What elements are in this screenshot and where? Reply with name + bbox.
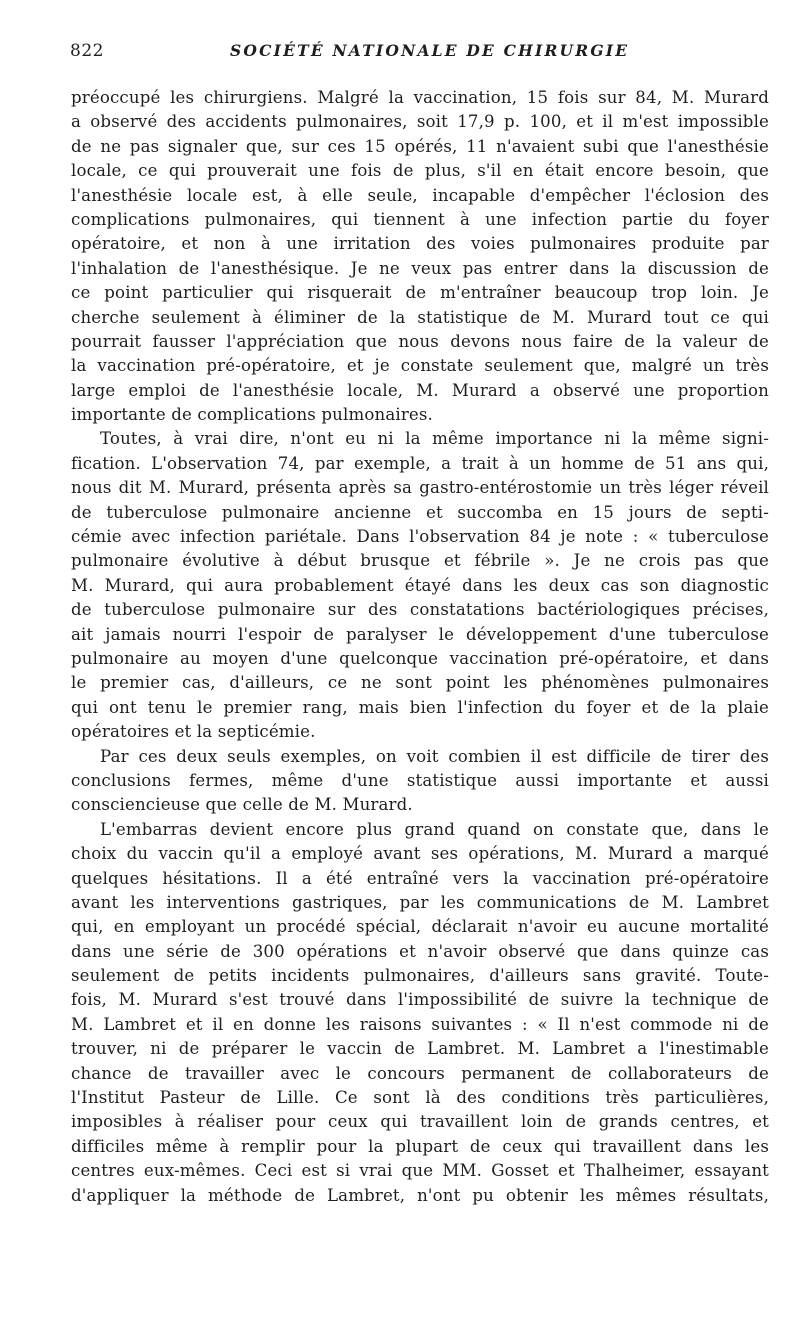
text-line: seulement de petits incidents pulmonaires, d'ailleurs sans gravité. Toute- xyxy=(71,966,769,986)
text-line: dans une série de 300 opérations et n'avoir observé que dans quinze cas xyxy=(71,941,769,961)
text-line: choix du vaccin qu'il a employé avant ses opérations, M. Murard a marqué xyxy=(71,844,769,864)
text-line: ait jamais nourri l'espoir de paralyser le développement d'une tuberculose xyxy=(71,624,769,644)
text-line: pourrait fausser l'appréciation que nous devons nous faire de la valeur de xyxy=(71,331,769,351)
text-line: opératoire, et non à une irritation des voies pulmonaires produite par xyxy=(71,234,769,254)
text-line: M. Lambret et il en donne les raisons suivantes : « Il n'est commode ni de xyxy=(71,1014,769,1034)
text-line: cémie avec infection pariétale. Dans l'observation 84 je note : « tuberculose xyxy=(71,527,769,547)
text-line: l'anesthésie locale est, à elle seule, incapable d'empêcher l'éclosion des xyxy=(71,185,769,205)
text-line: le premier cas, d'ailleurs, ce ne sont point les phénomènes pulmonaires xyxy=(71,673,769,693)
text-line: locale, ce qui prouverait une fois de plus, s'il en était encore besoin, que xyxy=(71,161,769,181)
text-line: avant les interventions gastriques, par les communications de M. Lambret xyxy=(71,892,769,912)
text-line: d'appliquer la méthode de Lambret, n'ont pu obtenir les mêmes résultats, xyxy=(71,1185,769,1205)
text-line: importante de complications pulmonaires. xyxy=(71,405,433,425)
text-line: de tuberculose pulmonaire sur des constatations bactériologiques précises, xyxy=(71,600,769,620)
text-line: chance de travailler avec le concours permanent de collaborateurs de xyxy=(71,1063,769,1083)
text-line: de ne pas signaler que, sur ces 15 opérés, 11 n'avaient subi que l'anesthésie xyxy=(71,136,769,156)
text-line: pulmonaire au moyen d'une quelconque vaccination pré-opératoire, et dans xyxy=(71,648,769,668)
text-line: l'Institut Pasteur de Lille. Ce sont là des conditions très particulières, xyxy=(71,1088,769,1108)
text-line: quelques hésitations. Il a été entraîné vers la vaccination pré-opératoire xyxy=(71,868,769,888)
text-line: large emploi de l'anesthésie locale, M. Murard a observé une proportion xyxy=(71,380,769,400)
running-title: SOCIÉTÉ NATIONALE DE CHIRURGIE xyxy=(230,41,630,60)
text-line: qui ont tenu le premier rang, mais bien l'infection du foyer et de la plaie xyxy=(71,697,769,717)
text-line: imposibles à réaliser pour ceux qui travaillent loin de grands centres, et xyxy=(71,1112,769,1132)
body-text xyxy=(71,86,769,1208)
text-line: préoccupé les chirurgiens. Malgré la vaccination, 15 fois sur 84, M. Murard xyxy=(71,88,769,107)
text-line: L'embarras devient encore plus grand quand on constate que, dans le xyxy=(100,819,769,839)
text-line: Par ces deux seuls exemples, on voit combien il est difficile de tirer des xyxy=(100,746,769,766)
page-number: 822 xyxy=(70,41,104,61)
text-line: complications pulmonaires, qui tiennent à une infection partie du foyer xyxy=(71,209,769,229)
text-line: fois, M. Murard s'est trouvé dans l'impossibilité de suivre la technique de xyxy=(71,990,769,1010)
text-line: difficiles même à remplir pour la plupart de ceux qui travaillent dans les xyxy=(71,1136,769,1156)
text-line: centres eux-mêmes. Ceci est si vrai que MM. Gosset et Thalheimer, essayant xyxy=(71,1161,769,1181)
text-line: conclusions fermes, même d'une statistique aussi importante et aussi xyxy=(71,770,769,790)
text-line: de tuberculose pulmonaire ancienne et succomba en 15 jours de septi- xyxy=(71,502,769,522)
text-line: pulmonaire évolutive à début brusque et fébrile ». Je ne crois pas que xyxy=(71,551,769,571)
text-line: la vaccination pré-opératoire, et je constate seulement que, malgré un très xyxy=(71,356,769,376)
text-line: ce point particulier qui risquerait de m'entraîner beaucoup trop loin. Je xyxy=(71,283,769,303)
text-line: Toutes, à vrai dire, n'ont eu ni la même importance ni la même signi- xyxy=(100,429,769,449)
text-line: fication. L'observation 74, par exemple, a trait à un homme de 51 ans qui, xyxy=(71,453,769,473)
text-line: qui, en employant un procédé spécial, déclarait n'avoir eu aucune mortalité xyxy=(71,917,769,937)
text-line: nous dit M. Murard, présenta après sa gastro-entérostomie un très léger réveil xyxy=(71,478,769,498)
text-line: M. Murard, qui aura probablement étayé dans les deux cas son diagnostic xyxy=(71,575,769,595)
text-line: a observé des accidents pulmonaires, soit 17,9 p. 100, et il m'est impossible xyxy=(71,112,769,132)
text-line: trouver, ni de préparer le vaccin de Lambret. M. Lambret a l'inestimable xyxy=(71,1039,769,1059)
page-header xyxy=(70,41,770,65)
text-line: cherche seulement à éliminer de la statistique de M. Murard tout ce qui xyxy=(71,307,769,327)
text-line: opératoires et la septicémie. xyxy=(71,722,316,742)
text-line: consciencieuse que celle de M. Murard. xyxy=(71,795,413,815)
text-line: l'inhalation de l'anesthésique. Je ne veux pas entrer dans la discussion de xyxy=(71,258,769,278)
